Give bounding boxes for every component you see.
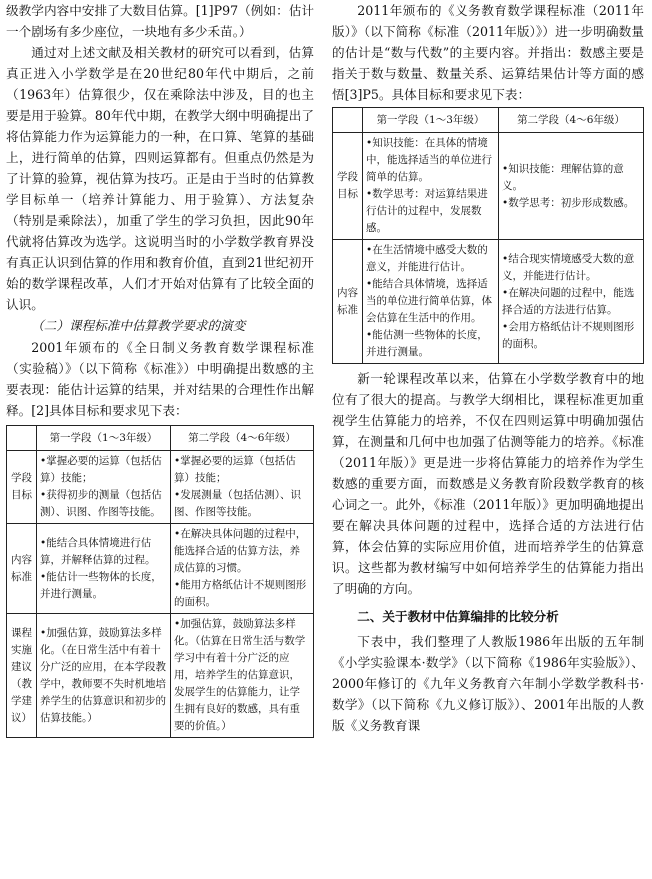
list-item: • 在解决问题的过程中，能选择合适的方法进行估算。 [502,285,640,319]
table-row [333,133,644,240]
paragraph-standard-2011: 2011年颁布的《义务教育数学课程标准（2011年版）》（以下简称《标准（2011年版）》）进一步明确数量的估计是“数与代数”的主要内容。并指出：数感主要是指关于数与数量、数量关系、运算结果估计等方面的感悟[3]P5。具体目标和要求见下表： [332,3,644,102]
list-item: • 在解决具体问题的过程中，能选择合适的估算方法，养成估算的习惯。 [174,526,310,577]
column-header-stage2: 第二学段（4～6年级） [499,108,644,133]
stage1-cell [363,133,499,240]
row-label: 学段目标 [7,451,37,524]
list-item: • 结合现实情境感受大数的意义，并能进行估计。 [502,251,640,285]
column-header-stage1: 第一学段（1～3年级） [363,108,499,133]
table-corner-cell [7,426,37,451]
stage1-cell [37,524,171,614]
list-item: • 掌握必要的运算（包括估算）技能； [40,453,167,487]
stage1-cell [37,451,171,524]
subsection-heading: （二）课程标准中估算教学要求的演变 [31,318,246,333]
stage2-cell [499,133,644,240]
stage1-cell [37,614,171,738]
list-item: • 掌握必要的运算（包括估算）技能； [174,453,310,487]
list-item: • 数学思考：对运算结果进行估计的过程中，发展数感。 [366,186,495,237]
table-header-row [7,426,314,451]
table-row [7,524,314,614]
row-label: 内容标准 [7,524,37,614]
table-row [7,614,314,738]
list-item: • 在生活情境中感受大数的意义，并能进行估计。 [366,242,495,276]
right-column [332,0,644,736]
list-item: • 能估测一些物体的长度，并进行测量。 [366,327,495,361]
list-item: • 会用方格纸估计不规则图形的面积。 [502,319,640,353]
list-item: • 能用方格纸估计不规则图形的面积。 [174,577,310,611]
list-item: • 发展测量（包括估测）、识图、作图等技能。 [174,487,310,521]
list-item: • 能估计一些物体的长度，并进行测量。 [40,569,167,603]
list-item: • 获得初步的测量（包括估测）、识图、作图等技能。 [40,487,167,521]
standards-2011-table [332,107,644,364]
stage2-cell [171,614,314,738]
stage2-cell [499,240,644,364]
section-heading: 二、关于教材中估算编排的比较分析 [357,609,559,624]
paragraph-standard-2001: 2001年颁布的《全日制义务教育数学课程标准（实验稿）》（以下简称《标准》）中明确提出数感的主要表现：能估计运算的结果，并对结果的合理性作出解释。[2]具体目标和要求见下表： [6,340,314,418]
table-row [7,451,314,524]
paragraph-literature-review: 通过对上述文献及相关教材的研究可以看到，估算真正进入小学数学是在20世纪80年代中期后，之前（1963年）估算很少，仅在乘除法中涉及，目的也主要是用于验算。80年代中期，在教学大纲中明确提出了将估算能力作为运算能力的一种，在口算、笔算的基础上，进行简单的估算，四则运算都有。但重点仍然是为了计算的验算，视估算为技巧。正是由于当时的估算教学目标单一（培养计算能力、用于验算）、方法复杂（特别是乘除法），加重了学生的学习负担，因此90年代就将估算改为选学。这说明当时的小学数学教育界没有真正认识到估算的作用和教育价值，直到21世纪初开始的数学课程改革，人们才开始对估算有了比较全面的认识。 [6,45,314,312]
list-item: • 加强估算，鼓励算法多样化。（在日常生活中有着十分广泛的应用，在本学段教学中，教师要不失时机地培养学生的估算意识和初步的估算技能。） [40,625,167,727]
table-header-row [333,108,644,133]
left-column [6,0,314,738]
table-row [333,240,644,364]
paragraph-large-number-estimation: 级教学内容中安排了大数目估算。[1]P97（例如：估计一个剧场有多少座位，一块地有多少禾苗。） [6,3,314,39]
list-item: • 能结合具体情境进行估算，并解释估算的过程。 [40,535,167,569]
list-item: • 知识技能：理解估算的意义。 [502,161,640,195]
column-header-stage1: 第一学段（1～3年级） [37,426,171,451]
paragraph-textbook-comparison: 下表中，我们整理了人教版1986年出版的五年制《小学实验课本·数学》（以下简称《1986年实验版》）、2000年修订的《九年义务教育六年制小学数学教科书·数学》（以下简称《九义修订版》）、2001年出版的人教版《义务教育课 [332,634,644,733]
table-corner-cell [333,108,363,133]
row-label: 学段目标 [333,133,363,240]
list-item: • 知识技能：在具体的情境中，能选择适当的单位进行简单的估算。 [366,135,495,186]
stage1-cell [363,240,499,364]
stage2-cell [171,451,314,524]
paragraph-curriculum-reform: 新一轮课程改革以来，估算在小学数学教育中的地位有了很大的提高。与教学大纲相比，课程标准更加重视学生估算能力的培养，不仅在四则运算中明确加强估算，在测量和几何中也加强了估测等能力的培养。《标准（2011年版）》更是进一步将估算能力的培养作为学生数感的重要方面，而数感是义务教育阶段数学教育的核心词之一。此外，《标准（2011年版）》更加明确地提出要在解决具体问题的过程中，选择合适的方法进行估算，体会估算的实际应用价值，进而培养学生的估算意识。这些都为教材编写中如何培养学生的估算能力指出了明确的方向。 [332,371,644,596]
row-label: 内容标准 [333,240,363,364]
row-label: 课程实施建议（教学建议） [7,614,37,738]
list-item: • 加强估算，鼓励算法多样化。（估算在日常生活与数学学习中有着十分广泛的应用，培养学生的估算意识，发展学生的估算能力，让学生拥有良好的数感，具有重要的价值。） [174,616,310,735]
standards-2001-table [6,425,314,738]
column-header-stage2: 第二学段（4～6年级） [171,426,314,451]
list-item: • 能结合具体情境，选择适当的单位进行简单估算，体会估算在生活中的作用。 [366,276,495,327]
stage2-cell [171,524,314,614]
list-item: • 数学思考：初步形成数感。 [502,195,640,212]
